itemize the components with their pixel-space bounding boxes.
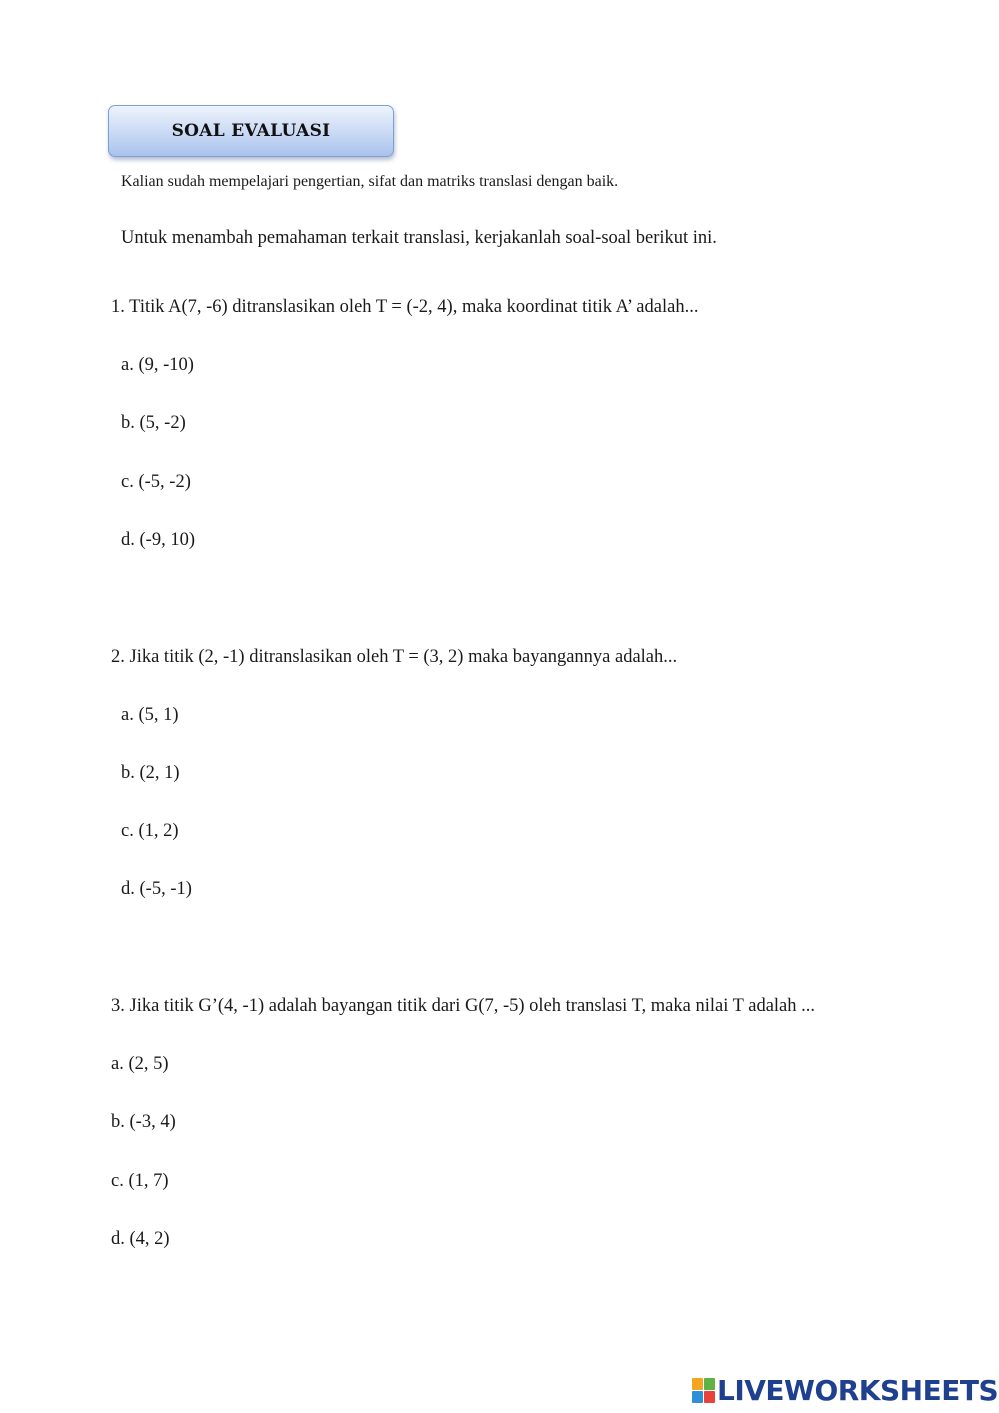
intro-text: Kalian sudah mempelajari pengertian, sifat dan matriks translasi dengan baik. <box>121 173 619 190</box>
question-1-option-a[interactable]: a. (9, -10) <box>121 355 194 375</box>
question-1: 1. Titik A(7, -6) ditranslasikan oleh T = (-2, 4), maka koordinat titik A’ adalah... <box>111 297 699 317</box>
question-1-option-b[interactable]: b. (5, -2) <box>121 413 186 433</box>
question-2-option-a[interactable]: a. (5, 1) <box>121 705 179 725</box>
question-1-option-c[interactable]: c. (-5, -2) <box>121 472 191 492</box>
section-header <box>108 105 394 157</box>
liveworksheets-logo <box>692 1373 999 1407</box>
question-1-option-d[interactable]: d. (-9, 10) <box>121 530 195 550</box>
question-2: 2. Jika titik (2, -1) ditranslasikan oleh T = (3, 2) maka bayangannya adalah... <box>111 647 678 667</box>
question-3-option-a[interactable]: a. (2, 5) <box>111 1054 169 1074</box>
question-2-option-b[interactable]: b. (2, 1) <box>121 763 180 783</box>
question-2-option-d[interactable]: d. (-5, -1) <box>121 879 192 899</box>
section-title: SOAL EVALUASI <box>171 121 331 141</box>
question-2-option-c[interactable]: c. (1, 2) <box>121 821 179 841</box>
question-3-option-c[interactable]: c. (1, 7) <box>111 1171 169 1191</box>
question-3: 3. Jika titik G’(4, -1) adalah bayangan titik dari G(7, -5) oleh translasi T, maka nilai T adalah ... <box>111 996 816 1016</box>
instruction-text: Untuk menambah pemahaman terkait translasi, kerjakanlah soal-soal berikut ini. <box>121 228 717 248</box>
question-3-option-d[interactable]: d. (4, 2) <box>111 1229 170 1249</box>
logo-text: LIVEWORKSHEETS <box>717 1373 999 1407</box>
question-3-option-b[interactable]: b. (-3, 4) <box>111 1112 176 1132</box>
liveworksheets-logo-icon <box>692 1378 715 1403</box>
